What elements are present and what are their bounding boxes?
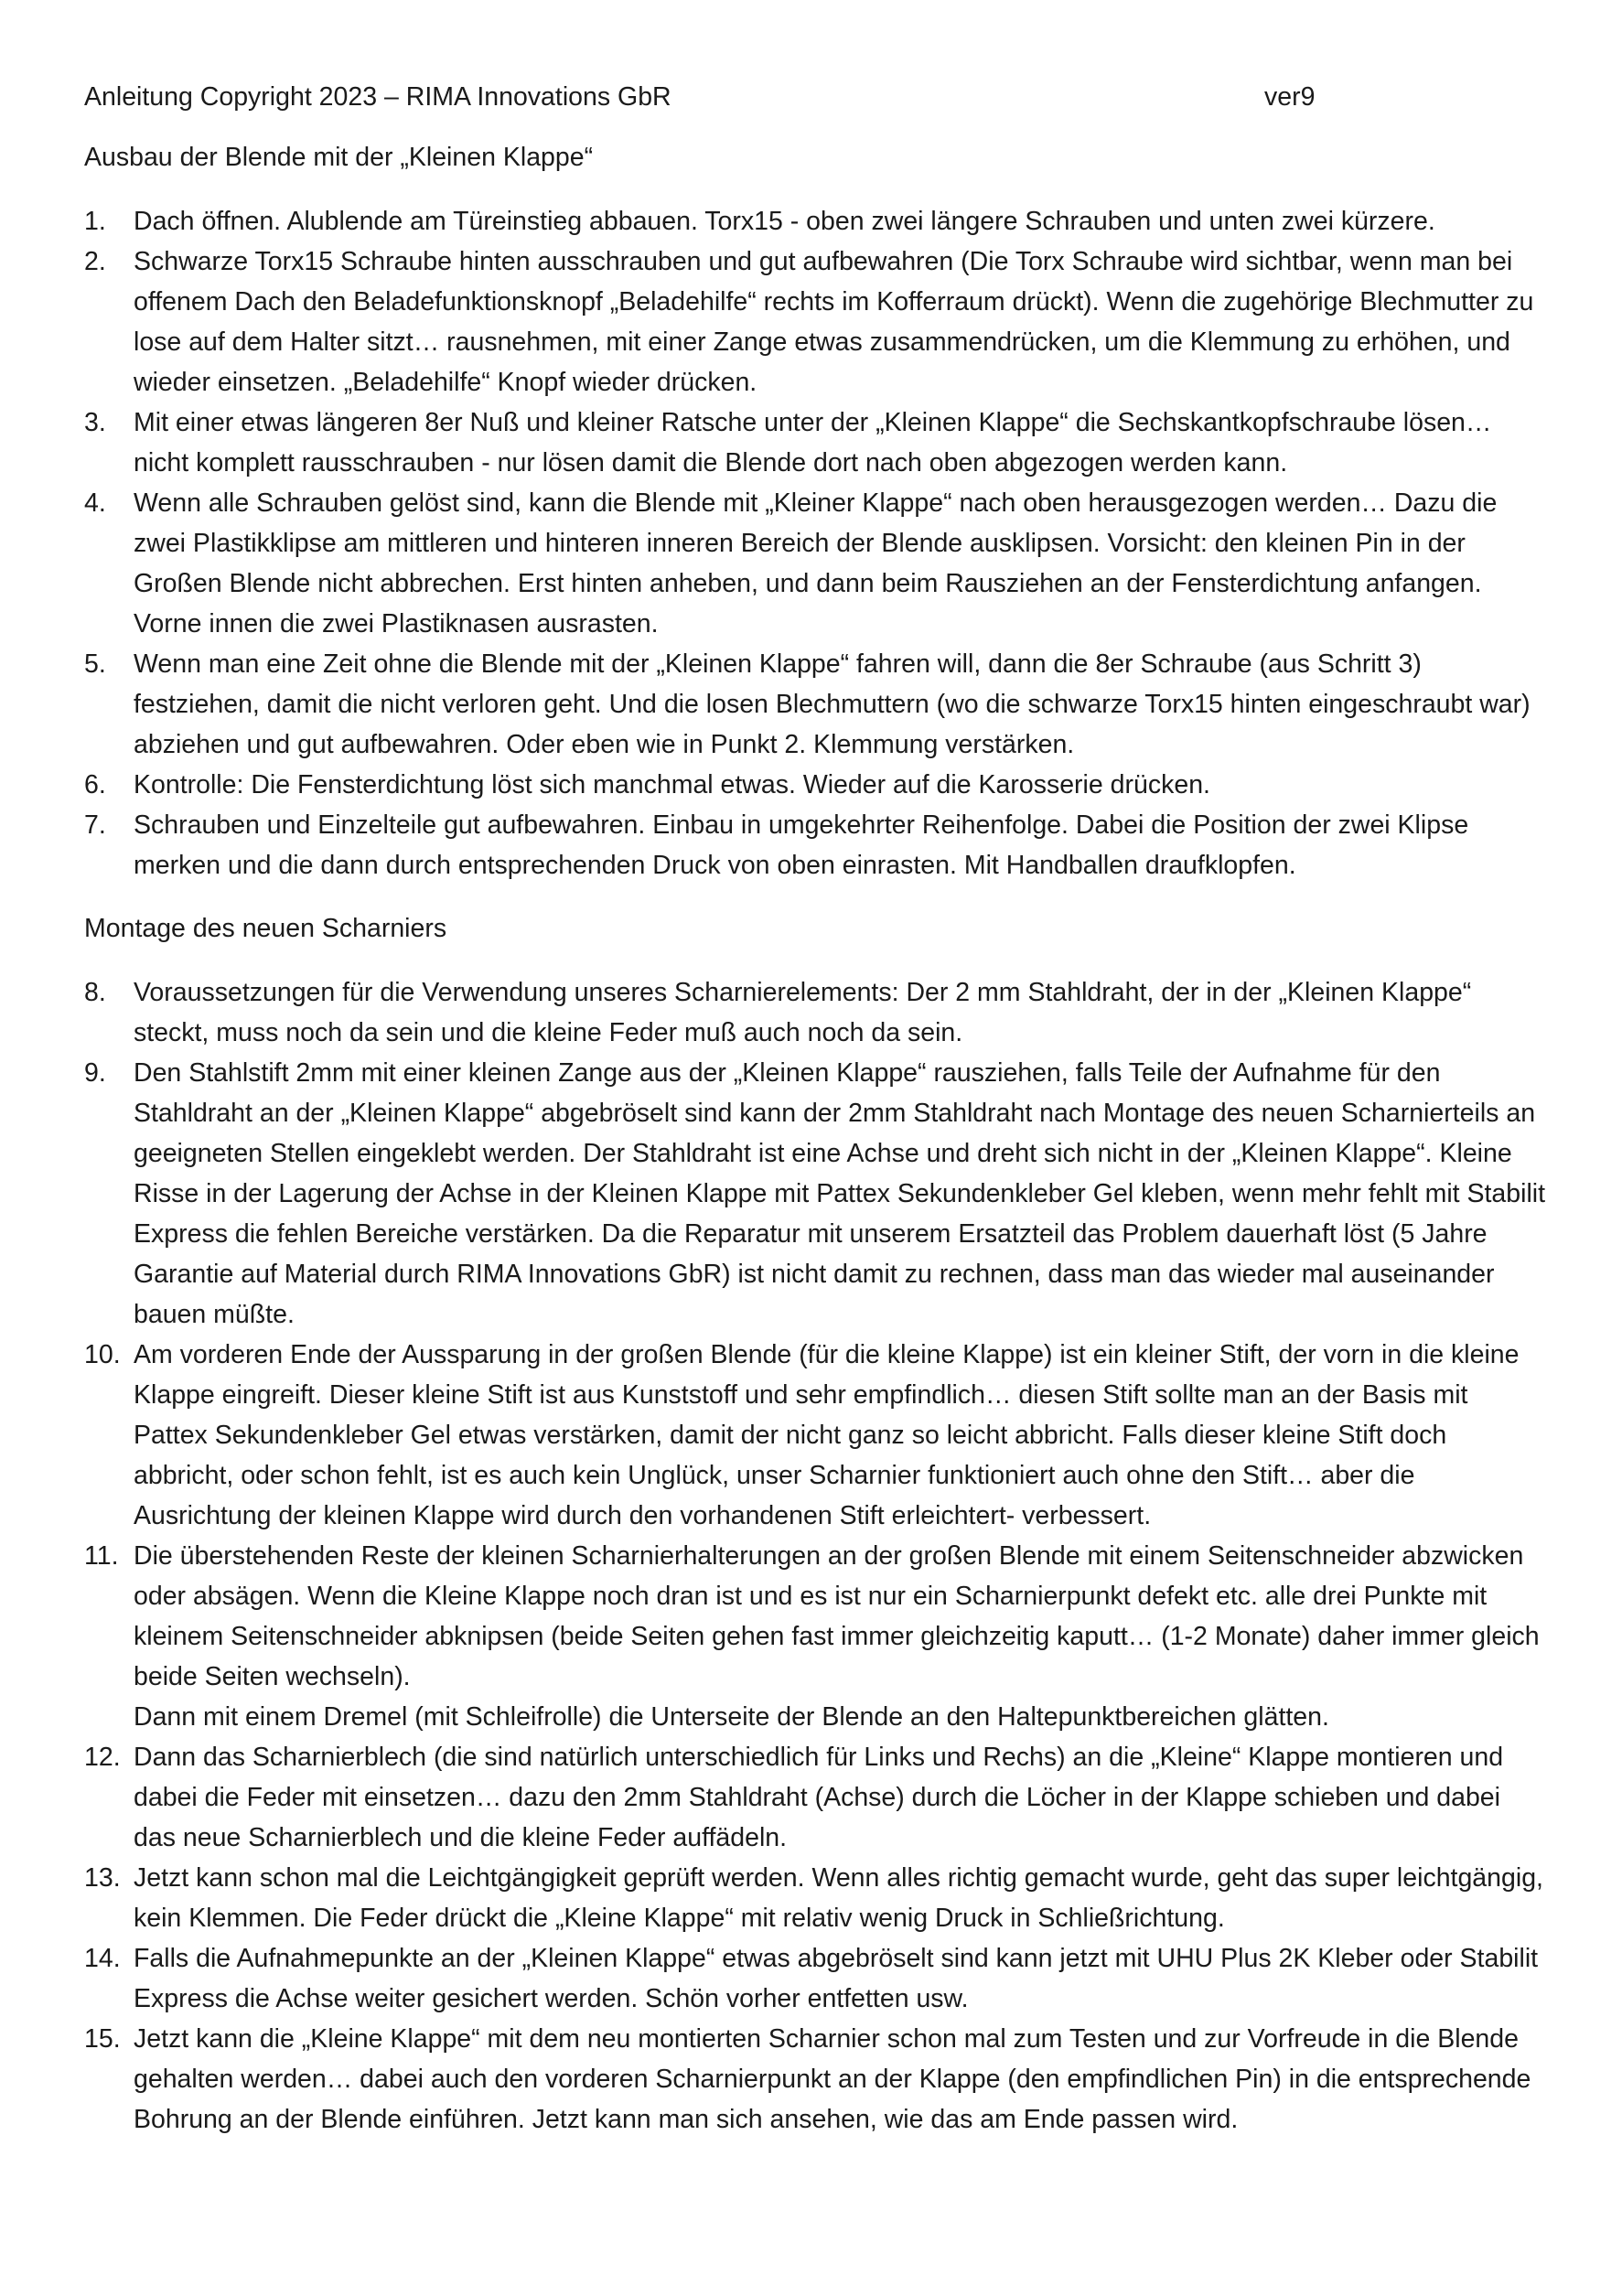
list-text: Kontrolle: Die Fensterdichtung löst sich manchmal etwas. Wieder auf die Karosserie drücken. [134,770,1210,799]
list-item [84,644,1548,765]
list-item [84,805,1548,885]
list-item [84,201,1548,241]
list-text: Schwarze Torx15 Schraube hinten ausschrauben und gut aufbewahren (Die Torx Schraube wird sichtbar, wenn man bei offenem Dach den Beladefunktionsknopf „Beladehilfe“ rechts im Kofferraum drückt). Wenn die zugehörige Blechmutter zu lose auf dem Halter sitzt… rausnehmen, mit einer Zange etwas zusammendrücken, um die Klemmung zu erhöhen, und wieder einsetzen. „Beladehilfe“ Knopf wieder drücken. [134,247,1534,397]
list-number: 5. [84,649,106,679]
section-title-installation: Montage des neuen Scharniers [84,914,447,943]
list-number: 7. [84,810,106,840]
list-number: 11. [84,1541,119,1571]
list-text: Jetzt kann die „Kleine Klappe“ mit dem neu montierten Scharnier schon mal zum Testen und zur Vorfreude in die Blende gehalten werden… dabei auch den vorderen Scharnierpunkt an der Klappe (den empfindlichen Pin) in die entsprechende Bohrung an der Blende einführen. Jetzt kann man sich ansehen, wie das am Ende passen wird. [134,2024,1531,2134]
list-text: Mit einer etwas längeren 8er Nuß und kleiner Ratsche unter der „Kleinen Klappe“ die Sechskantkopfschraube lösen… nicht komplett rausschrauben - nur lösen damit die Blende dort nach oben abgezogen werden kann. [134,408,1492,477]
list-text: Am vorderen Ende der Aussparung in der großen Blende (für die kleine Klappe) ist ein kleiner Stift, der vorn in die kleine Klappe eingreift. Dieser kleine Stift ist aus Kunststoff und sehr empfindlich… diesen Stift sollte man an der Basis mit Pattex Sekundenkleber Gel etwas verstärken, damit der nicht ganz so leicht abbricht. Falls dieser kleine Stift doch abbricht, oder schon fehlt, ist es auch kein Unglück, unser Scharnier funktioniert auch ohne den Stift… aber die Ausrichtung der kleinen Klappe wird durch den vorhandenen Stift erleichtert- verbessert. [134,1340,1520,1530]
list-item [84,1938,1548,2019]
list-text: Die überstehenden Reste der kleinen Scharnierhalterungen an der großen Blende mit einem Seitenschneider abzwicken oder absägen. Wenn die Kleine Klappe noch dran ist und es ist nur ein Scharnierpunkt defekt etc. alle drei Punkte mit kleinem Seitenschneider abknipsen (beide Seiten gehen fast immer gleichzeitig kaputt… (1-2 Monate) daher immer gleich beide Seiten wechseln). [134,1541,1540,1691]
list-number: 10. [84,1340,121,1369]
list-text: Den Stahlstift 2mm mit einer kleinen Zange aus der „Kleinen Klappe“ rausziehen, falls Teile der Aufnahme für den Stahldraht an der „Kleinen Klappe“ abgebröselt sind kann der 2mm Stahldraht nach Montage des neuen Scharnierteils an geeigneten Stellen eingeklebt werden. Der Stahldraht ist eine Achse und dreht sich nicht in der „Kleinen Klappe“. Kleine Risse in der Lagerung der Achse in der Kleinen Klappe mit Pattex Sekundenkleber Gel kleben, wenn mehr fehlt mit Stabilit Express die fehlen Bereiche verstärken. Da die Reparatur mit unserem Ersatzteil das Problem dauerhaft löst (5 Jahre Garantie auf Material durch RIMA Innovations GbR) ist nicht damit zu rechnen, dass man das wieder mal auseinander bauen müßte. [134,1058,1546,1329]
list-text: Jetzt kann schon mal die Leichtgängigkeit geprüft werden. Wenn alles richtig gemacht wurde, geht das super leichtgängig, kein Klemmen. Die Feder drückt die „Kleine Klappe“ mit relativ wenig Druck in Schließrichtung. [134,1863,1543,1933]
list-text: Schrauben und Einzelteile gut aufbewahren. Einbau in umgekehrter Reihenfolge. Dabei die Position der zwei Klipse merken und die dann durch entsprechenden Druck von oben einrasten. Mit Handballen draufklopfen. [134,810,1469,880]
list-number: 12. [84,1743,121,1772]
list-number: 2. [84,247,106,276]
list-item [84,402,1548,483]
list-text: Falls die Aufnahmepunkte an der „Kleinen Klappe“ etwas abgebröselt sind kann jetzt mit UHU Plus 2K Kleber oder Stabilit Express die Achse weiter gesichert werden. Schön vorher entfetten usw. [134,1944,1539,2013]
list-item [84,483,1548,644]
list-text: Voraussetzungen für die Verwendung unseres Scharnierelements: Der 2 mm Stahldraht, der in der „Kleinen Klappe“ steckt, muss noch da sein und die kleine Feder muß auch noch da sein. [134,978,1472,1047]
list-item [84,1053,1548,1335]
list-number: 8. [84,978,106,1007]
page-header [84,77,1328,117]
list-text: Dach öffnen. Alublende am Türeinstieg abbauen. Torx15 - oben zwei längere Schrauben und unten zwei kürzere. [134,207,1435,236]
list-text: Wenn alle Schrauben gelöst sind, kann die Blende mit „Kleiner Klappe“ nach oben herausgezogen werden… Dazu die zwei Plastikklipse am mittleren und hinteren inneren Bereich der Blende ausklipsen. Vorsicht: den kleinen Pin in der Großen Blende nicht abbrechen. Erst hinten anheben, und dann beim Rausziehen an der Fensterdichtung anfangen. Vorne innen die zwei Plastiknasen ausrasten. [134,488,1498,638]
list-item [84,765,1548,805]
list-number: 6. [84,770,106,799]
list-number: 14. [84,1944,121,1973]
list-item [84,2019,1548,2140]
list-subparagraph: Dann mit einem Dremel (mit Schleifrolle) die Unterseite der Blende an den Haltepunktbereichen glätten. [134,1702,1329,1732]
installation-steps-list [84,972,1548,2140]
list-item [84,1335,1548,1536]
removal-steps-list [84,201,1548,885]
list-number: 13. [84,1863,121,1893]
list-number: 3. [84,408,106,437]
section-title-removal: Ausbau der Blende mit der „Kleinen Klappe“ [84,143,594,172]
list-item [84,1536,1548,1737]
list-item [84,972,1548,1053]
copyright-line: Anleitung Copyright 2023 – RIMA Innovations GbR [84,82,671,112]
list-text: Dann das Scharnierblech (die sind natürlich unterschiedlich für Links und Rechs) an die „Kleine“ Klappe montieren und dabei die Feder mit einsetzen… dazu den 2mm Stahldraht (Achse) durch die Löcher in der Klappe schieben und dabei das neue Scharnierblech und die kleine Feder auffädeln. [134,1743,1504,1852]
list-item [84,241,1548,402]
list-item [84,1858,1548,1938]
list-number: 9. [84,1058,106,1088]
list-number: 15. [84,2024,121,2054]
list-text: Wenn man eine Zeit ohne die Blende mit der „Kleinen Klappe“ fahren will, dann die 8er Schraube (aus Schritt 3) festziehen, damit die nicht verloren geht. Und die losen Blechmuttern (wo die schwarze Torx15 hinten eingeschraubt war) abziehen und gut aufbewahren. Oder eben wie in Punkt 2. Klemmung verstärken. [134,649,1531,759]
list-number: 4. [84,488,106,518]
list-number: 1. [84,207,106,236]
version-label: ver9 [1264,82,1316,112]
list-item [84,1737,1548,1858]
